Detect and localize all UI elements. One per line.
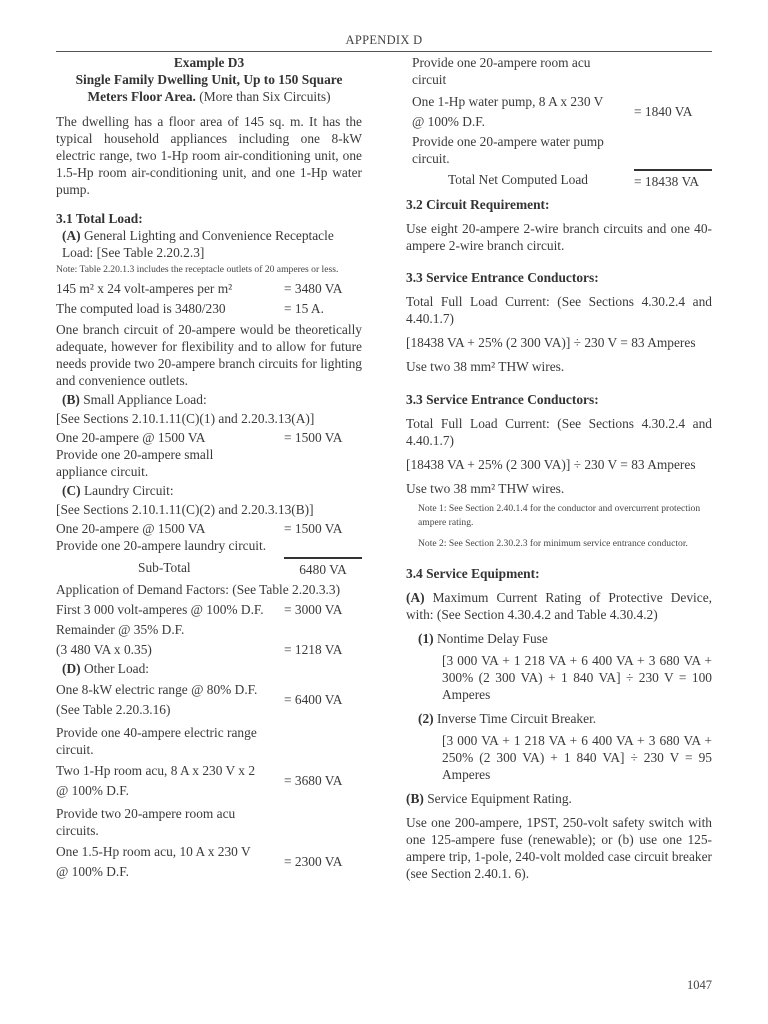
- calc-label: @ 100% D.F.: [412, 114, 486, 129]
- item-b-reference: [See Sections 2.10.1.11(C)(1) and 2.20.3.13(A)]: [56, 410, 315, 426]
- item-a-text: Maximum Current Rating of Protective Device, with: (See Section 4.30.4.2 and Table 4.30.4.2): [406, 589, 712, 622]
- example-subtitle: [56, 71, 362, 105]
- calc-label: One 20-ampere @ 1500 VA: [56, 520, 206, 536]
- provision-text: Provide one 20-ampere small appliance circuit.: [56, 446, 214, 479]
- calc-row: [56, 280, 362, 297]
- section-3-3b-calc: [18438 VA + 25% (2 300 VA)] ÷ 230 V = 83 Amperes: [406, 457, 696, 472]
- subtotal-row: [56, 557, 362, 578]
- provision-row: [56, 537, 362, 554]
- calc-label: (See Table 2.20.3.16): [56, 701, 171, 717]
- item-b-tag: (B): [406, 790, 424, 806]
- calc-label: (3 480 VA x 0.35): [56, 641, 152, 657]
- note-2: Note 2: See Section 2.30.2.3 for minimum service entrance conductor.: [418, 538, 688, 549]
- item-d-text: Other Load:: [80, 660, 150, 676]
- item-c-text: Laundry Circuit:: [80, 482, 174, 498]
- section-3-4-heading: 3.4 Service Equipment:: [406, 565, 540, 581]
- item-a1-calc: [3 000 VA + 1 218 VA + 6 400 VA + 3 680 VA + 300% (2 300 VA) + 1 840 VA] ÷ 230 V = 100 Amperes: [442, 652, 712, 702]
- header-rule: [56, 51, 712, 52]
- subtotal-value: 6480 VA: [284, 557, 362, 578]
- calc-label: 145 m² x 24 volt-amperes per m²: [56, 280, 233, 296]
- calc-label: @ 100% D.F.: [56, 782, 130, 798]
- total-row: [406, 169, 712, 190]
- item-a-tag: (A): [62, 228, 81, 243]
- calc-row: [56, 429, 362, 446]
- example-title: Example D3: [173, 55, 245, 70]
- item-a1-text: Nontime Delay Fuse: [433, 630, 548, 646]
- calc-row: [56, 641, 362, 658]
- calc-value: = 3000 VA: [284, 601, 343, 617]
- calc-label: One 1.5-Hp room acu, 10 A x 230 V: [56, 843, 251, 859]
- item-a2: [406, 710, 712, 727]
- calc-row: [56, 843, 362, 880]
- calc-value: = 2300 VA: [284, 853, 343, 869]
- calc-value: = 1840 VA: [634, 104, 693, 119]
- calc-label: First 3 000 volt-amperes @ 100% D.F.: [56, 601, 264, 617]
- provision-text: Provide one 20-ampere water pump circuit.: [412, 134, 604, 166]
- item-a1: [406, 630, 712, 647]
- calc-label: Remainder @ 35% D.F.: [56, 621, 185, 637]
- calc-value: = 15 A.: [284, 300, 324, 316]
- calc-value: = 1500 VA: [284, 520, 343, 536]
- section-3-3b-text: Total Full Load Current: (See Sections 4.30.2.4 and 4.40.1.7): [406, 416, 712, 448]
- item-a2-text: Inverse Time Circuit Breaker.: [433, 710, 597, 726]
- item-b-tag: (B): [62, 391, 80, 407]
- item-a-text: General Lighting and Convenience Receptacle Load: [See Table 2.20.2.3]: [62, 228, 334, 260]
- provision-text: Provide one 40-ampere electric range circuit.: [56, 724, 257, 757]
- section-3-1-heading: 3.1 Total Load:: [56, 211, 143, 226]
- calc-row: [56, 520, 362, 537]
- calc-row: [56, 601, 362, 618]
- example-subtitle-note: (More than Six Circuits): [195, 89, 331, 104]
- calc-label: One 1-Hp water pump, 8 A x 230 V: [412, 94, 604, 109]
- calc-label: One 20-ampere @ 1500 VA: [56, 429, 206, 445]
- item-a2-tag: (2): [418, 710, 434, 726]
- calc-label: @ 100% D.F.: [56, 863, 130, 879]
- section-3-2-heading: 3.2 Circuit Requirement:: [406, 197, 550, 212]
- section-3-3-text: Total Full Load Current: (See Sections 4.30.2.4 and 4.40.1.7): [406, 294, 712, 326]
- calc-value: = 1218 VA: [284, 641, 343, 657]
- item-b-text: Small Appliance Load:: [79, 391, 207, 407]
- section-3-3b-use: Use two 38 mm² THW wires.: [406, 481, 565, 496]
- running-header: APPENDIX D: [345, 33, 423, 47]
- section-3-3-use: Use two 38 mm² THW wires.: [406, 359, 565, 374]
- intro-paragraph: The dwelling has a floor area of 145 sq. m. It has the typical household appliances including one 8-kW electric range, two 1-Hp room air-conditioning unit, one 1.5-Hp room air-conditioning unit, and one 1-Hp water pump.: [56, 114, 362, 197]
- item-b: [56, 391, 362, 408]
- item-a2-calc: [3 000 VA + 1 218 VA + 6 400 VA + 3 680 VA + 250% (2 300 VA) + 1 840 VA] ÷ 230 V = 95 Amperes: [442, 732, 712, 782]
- right-column: [406, 54, 712, 882]
- item-a1-tag: (1): [418, 630, 434, 646]
- provision-text: Provide one 20-ampere laundry circuit.: [56, 537, 267, 553]
- item-b: [406, 790, 712, 807]
- section-3-2-text: Use eight 20-ampere 2-wire branch circuits and one 40-ampere 2-wire branch circuit.: [406, 221, 712, 253]
- item-b-text: Service Equipment Rating.: [423, 790, 572, 806]
- service-equipment-paragraph: Use one 200-ampere, 1PST, 250-volt safety switch with one 125-ampere fuse (renewable); or (b) use one 125-ampere trip, 1-pole, 240-volt molded case circuit breaker (see Section 2.40.1. 6).: [406, 814, 712, 881]
- subtotal-label: Sub-Total: [138, 559, 191, 575]
- item-a-tag: (A): [406, 589, 425, 605]
- table-note: Note: Table 2.20.1.3 includes the receptacle outlets of 20 amperes or less.: [56, 264, 339, 275]
- left-column: [56, 54, 362, 880]
- provision-text: Provide one 20-ampere room acu circuit: [412, 55, 591, 87]
- note-1: Note 1: See Section 2.40.1.4 for the conductor and overcurrent protection ampere rating.: [418, 503, 701, 528]
- total-value: = 18438 VA: [634, 169, 712, 190]
- item-d-tag: (D): [62, 660, 81, 676]
- provision-text: Provide two 20-ampere room acu circuits.: [56, 805, 236, 838]
- item-d: [56, 660, 362, 677]
- page-number: 1047: [687, 978, 712, 992]
- item-c-tag: (C): [62, 482, 81, 498]
- calc-row: [56, 681, 362, 718]
- item-a: [56, 227, 362, 261]
- item-c-reference: [See Sections 2.10.1.11(C)(2) and 2.20.3.13(B)]: [56, 501, 314, 517]
- section-3-3b-heading: 3.3 Service Entrance Conductors:: [406, 392, 599, 407]
- demand-factor-heading: Application of Demand Factors: (See Table 2.20.3.3): [56, 581, 341, 597]
- item-a-paragraph: [406, 589, 712, 623]
- calc-label: Two 1-Hp room acu, 8 A x 230 V x 2: [56, 762, 256, 778]
- calc-value: = 1500 VA: [284, 429, 343, 445]
- section-3-3-heading: 3.3 Service Entrance Conductors:: [406, 270, 599, 285]
- calc-value: = 6400 VA: [284, 691, 343, 707]
- calc-row: [56, 762, 362, 799]
- branch-paragraph: One branch circuit of 20-ampere would be theoretically adequate, however for flexibility and to allow for future needs provide two 20-ampere branch circuits for lighting and convenience outlets.: [56, 321, 362, 388]
- section-3-3-calc: [18438 VA + 25% (2 300 VA)] ÷ 230 V = 83 Amperes: [406, 335, 696, 350]
- calc-row: [56, 300, 362, 317]
- calc-value: = 3480 VA: [284, 280, 343, 296]
- item-c: [56, 482, 362, 499]
- calc-row: [406, 93, 712, 130]
- calc-value: = 3680 VA: [284, 772, 343, 788]
- calc-label: One 8-kW electric range @ 80% D.F.: [56, 681, 258, 697]
- total-label: Total Net Computed Load: [448, 172, 589, 187]
- calc-label: The computed load is 3480/230: [56, 300, 226, 316]
- example-subtitle-bold: Single Family Dwelling Unit, Up to 150 Square Meters Floor Area.: [75, 72, 343, 104]
